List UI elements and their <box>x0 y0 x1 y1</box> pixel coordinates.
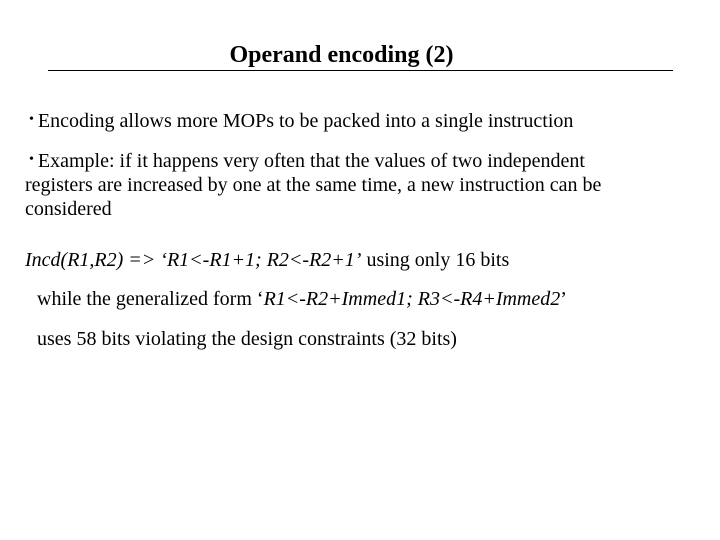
bullet-example <box>25 148 689 221</box>
slide-title: Operand encoding (2) <box>229 42 454 68</box>
generalized-code: R1<-R2+Immed1; R3<-R4+Immed2 <box>263 288 561 310</box>
title-underline <box>48 70 673 71</box>
generalized-prefix: while the generalized form ‘ <box>37 288 264 310</box>
bullet-example-line1: Example: if it happens very often that the values of two independent <box>37 150 585 172</box>
generalized-form-line <box>37 287 707 311</box>
bullet-example-line2: registers are increased by one at the same time, a new instruction can be <box>25 174 602 196</box>
bullet-encoding <box>29 108 709 133</box>
bullet-encoding-text: Encoding allows more MOPs to be packed into a single instruction <box>37 110 574 132</box>
bullet-marker: • <box>29 112 34 127</box>
bullet-example-line3: considered <box>25 198 112 220</box>
generalized-suffix: ’ <box>560 288 567 310</box>
constraint-line: uses 58 bits violating the design constraints (32 bits) <box>37 328 457 350</box>
bullet-marker: • <box>29 152 34 167</box>
incd-code: Incd(R1,R2) => ‘R1<-R1+1; R2<-R2+1’ <box>25 249 362 271</box>
incd-example-line <box>25 248 705 272</box>
incd-rest: using only 16 bits <box>361 249 510 271</box>
